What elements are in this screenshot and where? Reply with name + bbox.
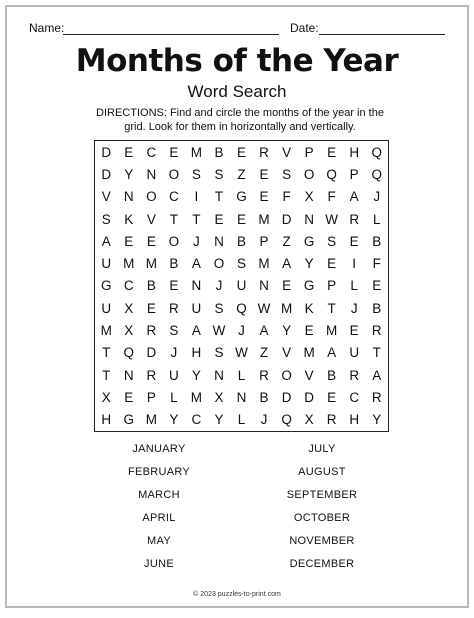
grid-letter: N: [123, 367, 134, 383]
grid-letter: B: [259, 390, 269, 406]
grid-letter: E: [124, 144, 134, 160]
grid-letter: V: [282, 345, 292, 361]
grid-letter: J: [193, 233, 200, 249]
grid-letter: Q: [123, 345, 135, 361]
grid-letter: P: [349, 166, 359, 182]
grid-letter: M: [258, 256, 270, 272]
grid-letter: Y: [124, 166, 134, 182]
grid-letter: S: [169, 323, 179, 339]
word-item: FEBRUARY: [127, 466, 191, 478]
grid-letter: B: [146, 278, 156, 294]
grid-letter: O: [146, 189, 157, 205]
grid-letter: Y: [214, 412, 224, 428]
grid-letter: C: [123, 278, 134, 294]
word-item: MAY: [147, 535, 171, 547]
grid-letter: H: [349, 412, 360, 428]
grid-letter: W: [257, 300, 271, 316]
grid-letter: G: [123, 412, 135, 428]
grid-letter: Z: [259, 345, 269, 361]
grid-letter: J: [215, 278, 223, 294]
name-line: [63, 34, 279, 35]
grid-letter: D: [101, 144, 112, 160]
word-item: JUNE: [144, 558, 174, 570]
word-item: NOVEMBER: [289, 535, 355, 547]
grid-letter: R: [349, 211, 360, 227]
grid-letter: J: [373, 189, 381, 205]
grid-letter: Q: [236, 300, 247, 316]
grid-letter: J: [350, 300, 358, 316]
grid-letter: E: [304, 323, 314, 339]
grid-letter: O: [213, 256, 225, 272]
grid-letter: M: [100, 323, 112, 339]
grid-letter: P: [259, 233, 269, 249]
grid-letter: O: [168, 166, 180, 182]
grid-letter: G: [303, 278, 315, 294]
grid-letter: H: [101, 412, 112, 428]
date-label: Date:: [290, 21, 319, 35]
grid-letter: A: [259, 323, 269, 339]
grid-letter: C: [191, 412, 202, 428]
grid-letter: V: [101, 189, 111, 205]
page-title: Months of the Year: [75, 43, 399, 79]
grid-letter: T: [102, 367, 111, 383]
grid-letter: B: [169, 256, 179, 272]
grid-letter: T: [169, 211, 178, 227]
grid-letter: G: [303, 233, 315, 249]
grid-letter: T: [214, 189, 224, 205]
grid-letter: M: [190, 390, 203, 406]
grid-letter: D: [146, 345, 157, 361]
grid-letter: X: [214, 390, 224, 406]
grid-letter: G: [236, 189, 247, 205]
word-item: SEPTEMBER: [286, 489, 358, 501]
grid-letter: Y: [282, 323, 292, 339]
grid-letter: L: [237, 412, 246, 428]
grid-letter: N: [123, 189, 134, 205]
grid-letter: B: [372, 300, 382, 316]
grid-letter: F: [372, 256, 381, 272]
grid-letter: R: [371, 390, 382, 406]
grid-letter: Q: [371, 166, 382, 182]
grid-letter: E: [236, 144, 246, 160]
name-label: Name:: [29, 21, 65, 35]
grid-letter: E: [327, 390, 337, 406]
word-item: AUGUST: [298, 466, 346, 478]
grid-letter: T: [102, 345, 111, 361]
grid-letter: N: [191, 278, 202, 294]
grid-letter: O: [168, 233, 180, 249]
grid-letter: U: [236, 278, 247, 294]
grid-letter: O: [303, 166, 315, 182]
grid-letter: X: [124, 323, 134, 339]
grid-letter: E: [169, 278, 179, 294]
word-item: JULY: [308, 443, 336, 455]
grid-letter: L: [372, 211, 381, 227]
grid-letter: M: [258, 211, 270, 227]
word-item: MARCH: [138, 489, 180, 501]
grid-letter: N: [259, 278, 269, 294]
grid-letter: E: [327, 256, 337, 272]
grid-letter: S: [282, 166, 292, 182]
grid-letter: Y: [191, 367, 201, 383]
grid-letter: B: [214, 144, 224, 160]
grid-letter: R: [169, 300, 179, 316]
grid-letter: L: [350, 278, 358, 294]
page-subtitle: Word Search: [187, 82, 287, 101]
grid-letter: E: [349, 233, 359, 249]
grid-letter: G: [101, 278, 112, 294]
grid-letter: E: [259, 189, 269, 205]
grid-letter: T: [192, 211, 201, 227]
grid-letter: B: [236, 233, 246, 249]
grid-letter: R: [371, 323, 382, 339]
grid-letter: E: [214, 211, 224, 227]
grid-letter: F: [327, 189, 336, 205]
word-item: APRIL: [142, 512, 176, 524]
word-search-grid: [94, 140, 389, 432]
grid-letter: P: [327, 278, 337, 294]
grid-letter: E: [146, 233, 156, 249]
grid-letter: S: [236, 256, 246, 272]
grid-letter: E: [349, 323, 359, 339]
grid-letter: F: [282, 189, 291, 205]
grid-letter: C: [349, 390, 360, 406]
date-line: [319, 34, 445, 35]
grid-letter: E: [124, 390, 134, 406]
grid-letter: M: [280, 300, 293, 316]
grid-letter: N: [236, 390, 247, 406]
grid-letter: E: [169, 144, 179, 160]
grid-letter: S: [191, 166, 201, 182]
grid-letter: H: [191, 345, 202, 361]
grid-letter: A: [101, 233, 111, 249]
grid-letter: B: [372, 233, 382, 249]
grid-letter: R: [259, 144, 269, 160]
grid-letter: E: [259, 166, 269, 182]
grid-letter: H: [349, 144, 360, 160]
grid-letter: R: [349, 367, 360, 383]
grid-letter: E: [146, 300, 156, 316]
grid-letter: L: [170, 390, 178, 406]
directions-text: DIRECTIONS: Find and circle the months of the year in the grid. Look for them in horizontally and vertically.: [96, 107, 384, 133]
grid-letter: U: [101, 300, 112, 316]
grid-letter: A: [282, 256, 292, 272]
grid-letter: A: [349, 189, 359, 205]
word-item: JANUARY: [132, 443, 186, 455]
grid-letter: N: [146, 166, 157, 182]
grid-letter: Q: [371, 144, 382, 160]
grid-letter: W: [235, 345, 248, 361]
grid-letter: X: [304, 189, 314, 205]
grid-letter: C: [169, 189, 179, 205]
grid-letter: I: [352, 256, 357, 272]
grid-letter: V: [304, 367, 314, 383]
grid-letter: T: [372, 345, 381, 361]
grid-letter: S: [214, 300, 224, 316]
grid-letter: P: [146, 390, 156, 406]
grid-letter: O: [281, 367, 292, 383]
grid-letter: A: [372, 367, 382, 383]
grid-letter: K: [304, 300, 314, 316]
grid-letter: M: [123, 256, 135, 272]
grid-letter: U: [169, 367, 179, 383]
grid-letter: Y: [169, 412, 179, 428]
grid-letter: E: [327, 144, 337, 160]
grid-letter: M: [326, 323, 338, 339]
grid-letter: M: [145, 412, 157, 428]
word-item: OCTOBER: [293, 512, 351, 524]
grid-letter: R: [259, 367, 269, 383]
grid-letter: K: [124, 211, 134, 227]
grid-letter: A: [191, 323, 201, 339]
grid-letter: J: [170, 345, 178, 361]
grid-letter: W: [212, 323, 226, 339]
grid-letter: M: [190, 144, 203, 160]
grid-letter: Y: [304, 256, 314, 272]
grid-letter: Z: [237, 166, 246, 182]
grid-letter: E: [236, 211, 246, 227]
grid-letter: E: [124, 233, 134, 249]
grid-letter: Y: [372, 412, 382, 428]
grid-letter: V: [146, 211, 156, 227]
grid-letter: T: [327, 300, 336, 316]
grid-letter: X: [304, 412, 314, 428]
grid-letter: V: [282, 144, 292, 160]
grid-letter: J: [238, 323, 245, 339]
grid-letter: S: [101, 211, 111, 227]
grid-letter: D: [281, 390, 292, 406]
grid-letter: R: [146, 367, 157, 383]
grid-letter: N: [304, 211, 314, 227]
grid-letter: P: [304, 144, 314, 160]
grid-letter: Q: [326, 166, 337, 182]
grid-letter: X: [101, 390, 111, 406]
grid-letter: S: [214, 166, 224, 182]
grid-letter: N: [214, 367, 224, 383]
grid-letter: Q: [281, 412, 292, 428]
grid-letter: L: [237, 367, 246, 383]
grid-letter: U: [191, 300, 202, 316]
grid-letter: C: [146, 144, 157, 160]
grid-letter: W: [325, 211, 339, 227]
grid-letter: U: [101, 256, 112, 272]
grid-letter: R: [326, 412, 337, 428]
grid-letter: Z: [282, 233, 291, 249]
grid-letter: E: [282, 278, 292, 294]
grid-letter: S: [327, 233, 337, 249]
worksheet-page: [5, 5, 469, 608]
grid-letter: M: [303, 345, 315, 361]
grid-letter: S: [214, 345, 224, 361]
grid-letter: B: [327, 367, 337, 383]
grid-letter: E: [372, 278, 382, 294]
grid-letter: I: [194, 189, 199, 205]
grid-letter: J: [260, 412, 268, 428]
grid-letter: D: [101, 166, 112, 182]
grid-letter: D: [281, 211, 292, 227]
grid-letter: A: [327, 345, 337, 361]
grid-letter: R: [146, 323, 157, 339]
word-item: DECEMBER: [289, 558, 355, 570]
grid-letter: X: [124, 300, 134, 316]
copyright-text: © 2023 puzzles-to-print.com: [193, 591, 281, 598]
grid-letter: D: [304, 390, 314, 406]
grid-letter: U: [349, 345, 360, 361]
grid-letter: M: [145, 256, 157, 272]
grid-letter: A: [191, 256, 201, 272]
grid-letter: N: [214, 233, 224, 249]
